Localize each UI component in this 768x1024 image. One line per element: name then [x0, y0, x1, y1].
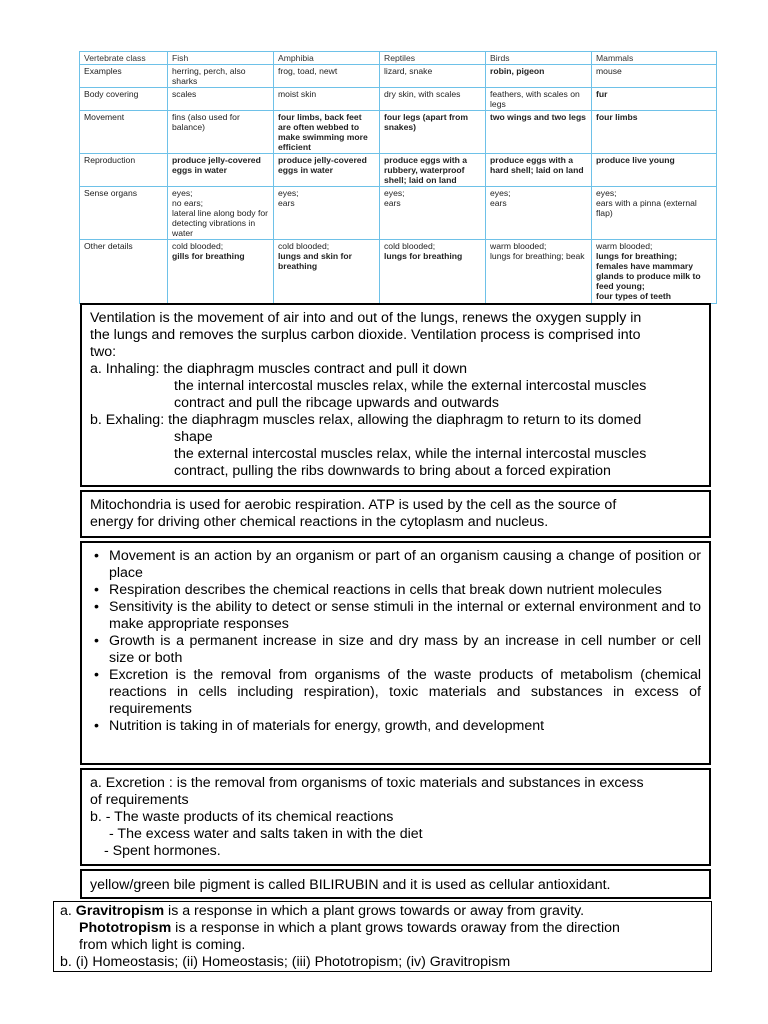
list-item: • Growth is a permanent increase in size and dry mass by an increase in cell number or cell size or both: [109, 633, 701, 667]
row-label: Other details: [80, 240, 168, 304]
table-cell: [592, 111, 717, 154]
exhaling-detail: the external intercostal muscles relax, while the internal intercostal muscles: [174, 446, 647, 462]
table-header-cell: Reptiles: [380, 52, 486, 65]
excretion-text: b. - The waste products of its chemical reactions: [90, 809, 394, 825]
tropism-box: [53, 901, 712, 972]
phototropism-term: Phototropism: [79, 920, 172, 936]
bold-text: produce eggs with a rubbery, waterproof shell; laid on land: [384, 155, 468, 185]
table-header-cell: Amphibia: [274, 52, 380, 65]
table-header-cell: Fish: [168, 52, 274, 65]
row-label: Examples: [80, 65, 168, 88]
row-label: Movement: [80, 111, 168, 154]
table-cell: [380, 154, 486, 187]
bold-text: four legs (apart from snakes): [384, 112, 469, 132]
row-label: Sense organs: [80, 187, 168, 240]
table-cell: fins (also used for balance): [168, 111, 274, 154]
tropism-prefix: a.: [60, 903, 76, 919]
table-cell: [486, 111, 592, 154]
tropism-line: [60, 903, 705, 920]
table-cell: [486, 240, 592, 304]
table-cell: [274, 240, 380, 304]
table-header-cell: Mammals: [592, 52, 717, 65]
table-cell: frog, toad, newt: [274, 65, 380, 88]
mitochondria-box: [80, 490, 711, 538]
table-header-cell: Vertebrate class: [80, 52, 168, 65]
cell-line: [278, 251, 375, 271]
bold-text: fur: [596, 89, 608, 99]
table-cell: [274, 111, 380, 154]
bold-text: four limbs: [596, 112, 638, 122]
cell-line: cold blooded;: [278, 241, 330, 251]
cell-line: [596, 251, 712, 261]
table-cell: [168, 240, 274, 304]
cell-line: eyes;: [278, 188, 299, 198]
table-cell: [380, 240, 486, 304]
table-cell: moist skin: [274, 88, 380, 111]
table-cell: [168, 154, 274, 187]
table-cell: [592, 154, 717, 187]
bold-text: produce eggs with a hard shell; laid on land: [490, 155, 584, 175]
phototropism-def: is a response in which a plant grows towards oraway from the direction: [171, 920, 620, 936]
cell-line: ears: [278, 198, 295, 208]
cell-line: [596, 291, 712, 301]
list-item: • Respiration describes the chemical reactions in cells that break down nutrient molecules: [109, 582, 701, 599]
cell-line: warm blooded;: [490, 241, 547, 251]
list-item: • Sensitivity is the ability to detect or sense stimuli in the internal or external environment and to make appropriate responses: [109, 599, 701, 633]
bold-text: produce jelly-covered eggs in water: [278, 155, 367, 175]
table-row: [80, 88, 717, 111]
bilirubin-box: [80, 869, 711, 899]
table-cell: [486, 187, 592, 240]
table-cell: mouse: [592, 65, 717, 88]
table-cell: [592, 88, 717, 111]
table-cell: herring, perch, also sharks: [168, 65, 274, 88]
cell-line: [596, 261, 712, 291]
characteristics-list: [90, 548, 701, 735]
bold-text: lungs for breathing: [384, 251, 463, 261]
bold-text: females have mammary glands to produce milk to feed young;: [596, 261, 701, 291]
cell-line: no ears;: [172, 198, 204, 208]
table-cell: [274, 154, 380, 187]
bilirubin-text: yellow/green bile pigment is called BILIRUBIN and it is used as cellular antioxidant.: [90, 877, 611, 893]
table-cell: [486, 65, 592, 88]
table-cell: lizard, snake: [380, 65, 486, 88]
table-row: [80, 240, 717, 304]
table-cell: dry skin, with scales: [380, 88, 486, 111]
table-cell: [592, 187, 717, 240]
list-item: • Nutrition is taking in of materials for energy, growth, and development: [109, 718, 701, 735]
cell-line: cold blooded;: [172, 241, 224, 251]
table-cell: scales: [168, 88, 274, 111]
tropism-line: [60, 920, 705, 937]
mitochondria-text: energy for driving other chemical reactions in the cytoplasm and nucleus.: [90, 514, 549, 530]
table-cell: feathers, with scales on legs: [486, 88, 592, 111]
table-cell: [380, 187, 486, 240]
cell-line: eyes;: [596, 188, 617, 198]
ventilation-intro: the lungs and removes the surplus carbon dioxide. Ventilation process is comprised into: [90, 327, 641, 343]
excretion-text: a. Excretion : is the removal from organisms of toxic materials and substances in excess: [90, 775, 644, 791]
excretion-text: - Spent hormones.: [104, 843, 221, 859]
tropism-line: from which light is coming.: [79, 937, 246, 953]
table-cell: [592, 240, 717, 304]
table-cell: [486, 154, 592, 187]
cell-line: [172, 251, 269, 261]
cell-line: ears with a pinna (external flap): [596, 198, 697, 218]
table-row: [80, 111, 717, 154]
table-cell: [168, 187, 274, 240]
bold-text: lungs for breathing;: [596, 251, 678, 261]
bold-text: robin, pigeon: [490, 66, 545, 76]
bold-text: two wings and two legs: [490, 112, 586, 122]
inhaling-step: a. Inhaling: the diaphragm muscles contract and pull it down: [90, 361, 467, 377]
table-row: [80, 187, 717, 240]
cell-line: eyes;: [490, 188, 511, 198]
mitochondria-text: Mitochondria is used for aerobic respiration. ATP is used by the cell as the source of: [90, 497, 617, 513]
bold-text: produce jelly-covered eggs in water: [172, 155, 261, 175]
ventilation-intro: two:: [90, 344, 117, 360]
excretion-text: of requirements: [90, 792, 189, 808]
table-row: [80, 65, 717, 88]
bold-text: gills for breathing: [172, 251, 245, 261]
inhaling-detail: contract and pull the ribcage upwards and outwards: [174, 395, 499, 411]
cell-line: warm blooded;: [596, 241, 653, 251]
cell-line: lungs for breathing; beak: [490, 251, 585, 261]
cell-line: ears: [490, 198, 507, 208]
exhaling-detail: contract, pulling the ribs downwards to bring about a forced expiration: [174, 463, 611, 479]
excretion-box: [80, 768, 711, 866]
list-item: • Movement is an action by an organism or part of an organism causing a change of position or place: [109, 548, 701, 582]
exhaling-detail: shape: [174, 429, 213, 445]
exhaling-step: b. Exhaling: the diaphragm muscles relax, allowing the diaphragm to return to its domed: [90, 412, 642, 428]
table-cell: [274, 187, 380, 240]
bold-text: lungs and skin for breathing: [278, 251, 353, 271]
ventilation-box: [80, 303, 711, 487]
bold-text: four limbs, back feet are often webbed to make swimming more efficient: [278, 112, 368, 152]
table-header-cell: Birds: [486, 52, 592, 65]
row-label: Reproduction: [80, 154, 168, 187]
cell-line: lateral line along body for detecting vibrations in water: [172, 208, 269, 238]
excretion-text: - The excess water and salts taken in with the diet: [109, 826, 423, 842]
table-row: [80, 154, 717, 187]
bold-text: four types of teeth: [596, 291, 671, 301]
vertebrate-class-table: [79, 51, 717, 304]
inhaling-detail: the internal intercostal muscles relax, while the external intercostal muscles: [174, 378, 647, 394]
row-label: Body covering: [80, 88, 168, 111]
cell-line: ears: [384, 198, 401, 208]
list-item: • Excretion is the removal from organisms of the waste products of metabolism (chemical reactions in cells including respiration), toxic materials and substances in excess of requirements: [109, 667, 701, 718]
gravitropism-term: Gravitropism: [75, 903, 165, 919]
bold-text: produce live young: [596, 155, 675, 165]
cell-line: eyes;: [172, 188, 193, 198]
gravitropism-def: is a response in which a plant grows towards or away from gravity.: [164, 903, 585, 919]
table-cell: [380, 111, 486, 154]
cell-line: eyes;: [384, 188, 405, 198]
cell-line: [384, 251, 481, 261]
table-header-row: [80, 52, 717, 65]
cell-line: cold blooded;: [384, 241, 436, 251]
tropism-answers: b. (i) Homeostasis; (ii) Homeostasis; (iii) Phototropism; (iv) Gravitropism: [60, 954, 511, 970]
ventilation-intro: Ventilation is the movement of air into and out of the lungs, renews the oxygen supply in: [90, 310, 642, 326]
characteristics-box: [80, 541, 711, 765]
